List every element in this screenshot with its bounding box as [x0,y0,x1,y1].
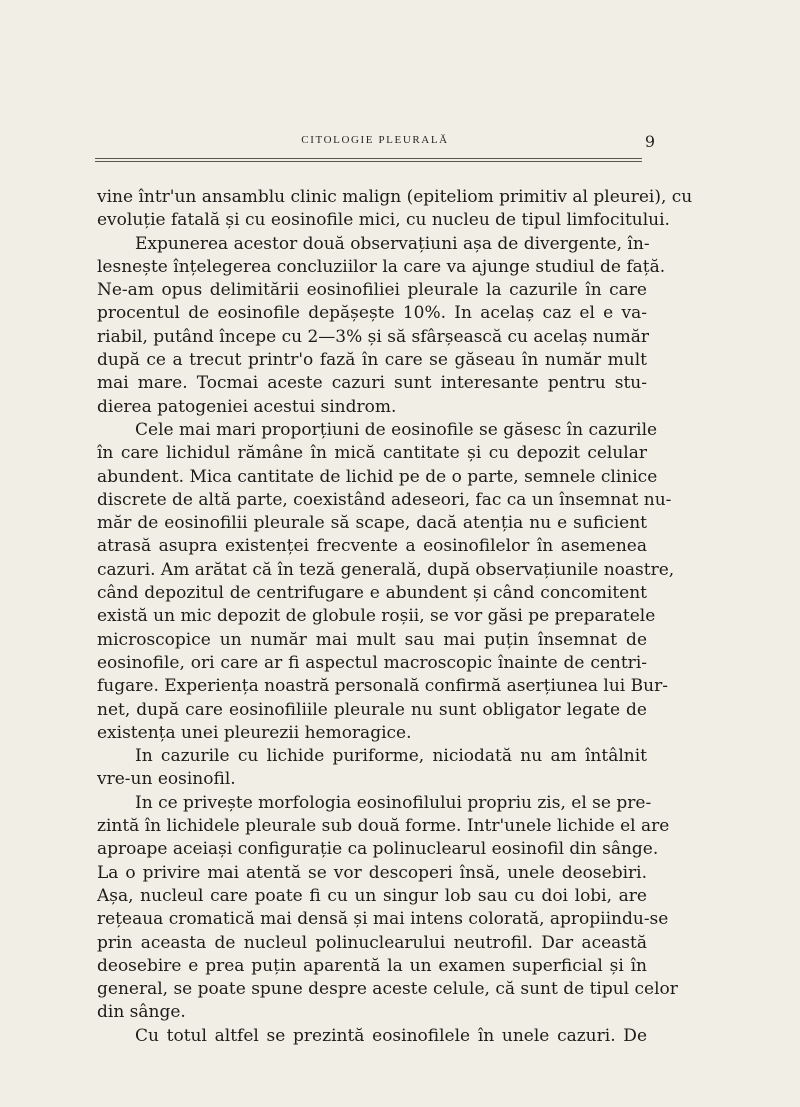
header-rule-bottom [95,161,642,162]
text-line: Așa, nucleul care poate fi cu un singur lob sau cu doi lobi, are [97,885,647,906]
text-line: net, după care eosinofiliile pleurale nu sunt obligator legate de [97,699,647,720]
text-line: zintă în lichidele pleurale sub două forme. Intr'unele lichide el are [97,816,670,837]
text-line: In ce privește morfologia eosinofilului propriu zis, el se pre- [135,792,652,813]
text-line: mai mare. Tocmai aceste cazuri sunt interesante pentru stu- [97,373,647,394]
text-line: vre-un eosinofil. [97,769,236,790]
text-line: Cele mai mari proporțiuni de eosinofile se găsesc în cazurile [135,419,658,440]
text-line: în care lichidul rămâne în mică cantitate și cu depozit celular [97,443,647,464]
text-line: riabil, putând începe cu 2—3% și să sfârșească cu acelaș număr [97,326,650,347]
text-line: La o privire mai atentă se vor descoperi însă, unele deosebiri. [97,862,647,883]
text-line: Ne-am opus delimitării eosinofiliei pleurale la cazurile în care [97,280,647,301]
running-head: CITOLOGIE PLEURALĂ [301,134,449,146]
text-line: deosebire e prea puțin aparentă la un examen superficial și în [97,955,647,976]
text-line: In cazurile cu lichide puriforme, niciodată nu am întâlnit [135,746,647,767]
text-line: Expunerea acestor două observațiuni așa de divergente, în- [135,233,650,254]
text-line: rețeaua cromatică mai densă și mai intens colorată, apropiindu-se [97,909,669,930]
text-line: cazuri. Am arătat că în teză generală, după observațiunile noastre, [97,559,675,580]
text-line: abundent. Mica cantitate de lichid pe de o parte, semnele clinice [97,466,658,487]
text-line: existența unei pleurezii hemoragice. [97,722,412,743]
text-line: procentul de eosinofile depășește 10%. In acelaș caz el e va- [97,303,647,324]
body-text [97,186,693,1048]
text-line: microscopice un număr mai mult sau mai puțin însemnat de [97,629,647,650]
text-line: când depozitul de centrifugare e abundent și când concomitent [97,583,647,604]
page-number: 9 [644,132,655,151]
text-line: eosinofile, ori care ar fi aspectul macroscopic înainte de centri- [97,652,647,673]
text-line: prin aceasta de nucleul polinuclearului neutrofil. Dar această [97,932,647,953]
text-line: atrasă asupra existenței frecvente a eosinofilelor în asemenea [97,536,647,557]
text-line: vine într'un ansamblu clinic malign (epiteliom primitiv al pleurei), cu [97,187,693,207]
text-line: după ce a trecut printr'o fază în care se găseau în număr mult [97,350,647,371]
text-line: Cu totul altfel se prezintă eosinofilele în unele cazuri. De [135,1025,647,1046]
text-line: general, se poate spune despre aceste celule, că sunt de tipul celor [97,979,678,1000]
text-line: dierea patogeniei acestui sindrom. [97,396,397,417]
text-line: evoluție fatală și cu eosinofile mici, cu nucleu de tipul limfocitului. [97,210,670,231]
text-line: măr de eosinofilii pleurale să scape, dacă atenția nu e suficient [97,513,647,534]
text-line: lesnește înțelegerea concluziilor la care va ajunge studiul de față. [97,256,666,277]
text-line: aproape aceiași configurație ca polinuclearul eosinofil din sânge. [97,839,659,860]
text-line: fugare. Experiența noastră personală confirmă aserțiunea lui Bur- [97,676,668,697]
text-line: discrete de altă parte, coexistând adeseori, fac ca un însemnat nu- [97,489,672,510]
header-rule-top [95,158,642,159]
text-line: există un mic depozit de globule roșii, se vor găsi pe preparatele [97,606,656,627]
text-line: din sânge. [97,1002,186,1023]
